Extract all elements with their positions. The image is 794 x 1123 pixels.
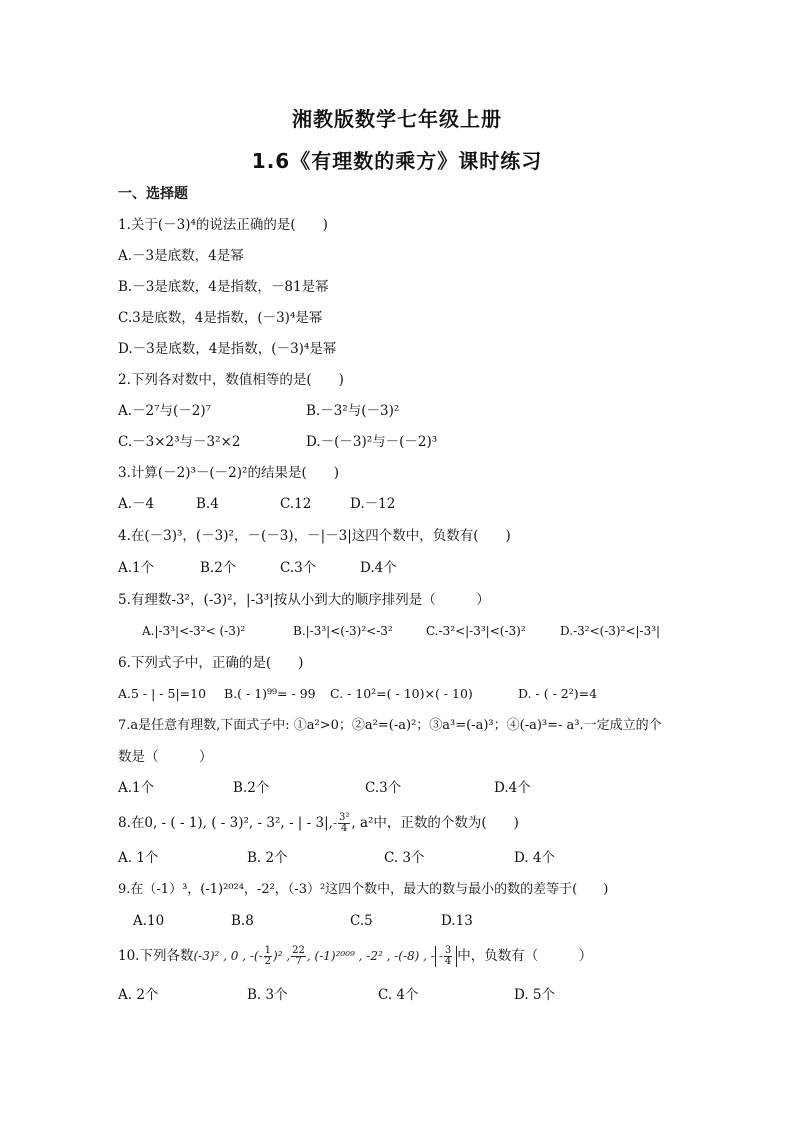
- question-9-option-b: B.8: [231, 913, 254, 929]
- question-1-option-c: C.3是底数，4是指数，(－3)⁴是幂: [118, 310, 323, 326]
- fraction-sign: -: [332, 816, 337, 830]
- question-6-option-c: C. - 10²=( - 10)×( - 10): [330, 686, 473, 701]
- number-list-part-3: , (-1)²⁰⁰⁹ , -2² , -(-8) , -: [306, 949, 435, 963]
- question-9-option-a: A.10: [133, 913, 165, 929]
- question-4-option-c: C.3个: [280, 560, 317, 576]
- question-10-option-c: C. 4个: [378, 987, 419, 1003]
- question-8-option-a: A. 1个: [118, 850, 159, 866]
- question-7-stem-line-1: 7.a是任意有理数,下面式子中: ①a²>0；②a²=(-a)²；③a³=(-a)³；④(-a)³=- a³.一定成立的个: [118, 718, 662, 733]
- question-8-option-b: B. 2个: [247, 850, 288, 866]
- lesson-title: 1.6《有理数的乘方》课时练习: [251, 149, 543, 173]
- question-4-option-d: D.4个: [360, 560, 397, 576]
- number-list-part-2: )² ,: [273, 949, 291, 963]
- question-3-option-d: D.－12: [350, 496, 396, 512]
- fraction-1-over-2: [264, 946, 272, 967]
- fraction-numerator: 1: [264, 945, 272, 956]
- question-9-stem: 9.在（-1）³，(-1)²⁰²⁴，-2²，（-3）²这四个数中，最大的数与最小的数的差等于( ): [118, 882, 609, 897]
- question-1-option-b: B.－3是底数，4是指数，－81是幂: [118, 279, 329, 295]
- question-5-option-b: B.|-3³|<(-3)²<-3²: [293, 624, 393, 638]
- question-3-stem: 3.计算(－2)³－(－2)²的结果是( ): [118, 465, 339, 481]
- question-6-option-a: A.5 - | - 5|=10: [118, 686, 207, 701]
- question-4-option-a: A.1个: [118, 560, 155, 576]
- fraction-sign: -: [438, 949, 443, 963]
- fraction-denominator: 4: [444, 956, 452, 967]
- question-5-option-d: D.-3²<(-3)²<|-3³|: [560, 624, 661, 638]
- fraction-3sq-over-4: [338, 813, 350, 834]
- document-title: 湘教版数学七年级上册: [292, 107, 502, 131]
- section-heading: 一、选择题: [118, 186, 188, 202]
- question-4-option-b: B.2个: [200, 560, 237, 576]
- question-1-option-d: D.－3是底数，4是指数，(－3)⁴是幂: [118, 341, 337, 357]
- fraction-numerator: 3: [444, 945, 452, 956]
- question-8-option-d: D. 4个: [514, 850, 556, 866]
- absolute-value: [435, 946, 457, 967]
- fraction-22-over-7: [291, 946, 306, 967]
- question-7-option-c: C.3个: [365, 780, 402, 796]
- question-2-stem: 2.下列各对数中，数值相等的是( ): [118, 372, 344, 388]
- question-8-stem-end: , a²中，正数的个数为( ): [351, 815, 519, 831]
- question-7-option-d: D.4个: [494, 780, 531, 796]
- question-2-option-c: C.－3×2³与－3²×2: [118, 434, 241, 450]
- question-1-stem: 1.关于(－3)⁴的说法正确的是( ): [118, 217, 328, 233]
- question-10-stem-end: 中，负数有（ ）: [457, 948, 593, 964]
- fraction-3-over-4: [444, 946, 452, 967]
- question-7-option-b: B.2个: [233, 780, 270, 796]
- fraction-numerator: 22: [292, 945, 305, 956]
- question-2-option-d: D.－(－3)²与－(－2)³: [306, 434, 438, 450]
- fraction-denominator: 7: [295, 956, 302, 967]
- question-10-option-d: D. 5个: [514, 987, 556, 1003]
- question-3-option-c: C.12: [280, 496, 312, 512]
- question-7-stem-line-2: 数是（ ）: [118, 749, 213, 765]
- fraction-denominator: 4: [341, 823, 348, 834]
- question-10-stem-start: 10.下列各数: [118, 948, 194, 964]
- question-8-option-c: C. 3个: [384, 850, 425, 866]
- question-5-option-a: A.|-3³|<-3²< (-3)²: [142, 624, 246, 638]
- question-7-option-a: A.1个: [118, 780, 155, 796]
- question-10-option-a: A. 2个: [118, 987, 159, 1003]
- question-2-option-a: A.－2⁷与(－2)⁷: [118, 403, 212, 419]
- question-3-option-a: A.－4: [118, 496, 155, 512]
- question-8-stem: [118, 813, 519, 834]
- question-5-option-c: C.-3²<|-3³|<(-3)²: [426, 624, 526, 638]
- question-6-stem: 6.下列式子中，正确的是( ): [118, 655, 304, 671]
- number-list-part-1: (-3)² , 0 , -(-: [193, 949, 263, 963]
- question-10-option-b: B. 3个: [247, 987, 288, 1003]
- question-3-option-b: B.4: [196, 496, 219, 512]
- question-10-stem: [118, 946, 592, 967]
- question-4-stem: 4.在(－3)³，(－3)²，－(－3)，－|－3|这四个数中，负数有( ): [118, 528, 511, 544]
- question-8-stem-start: 8.在0, - ( - 1), ( - 3)², - 3², - | - 3|,: [118, 815, 333, 831]
- question-1-option-a: A.－3是底数，4是幂: [118, 248, 244, 264]
- question-9-option-d: D.13: [441, 913, 473, 929]
- question-5-stem: 5.有理数-3²，(-3)²，|-3³|按从小到大的顺序排列是（ ）: [118, 592, 490, 608]
- fraction-numerator: 3²: [339, 812, 350, 823]
- fraction-denominator: 2: [264, 956, 272, 967]
- question-2-option-b: B.－3²与(－3)²: [306, 403, 400, 419]
- question-6-option-d: D. - ( - 2²)=4: [518, 686, 598, 701]
- question-6-option-b: B.( - 1)⁹⁹= - 99: [224, 686, 316, 701]
- question-9-option-c: C.5: [350, 913, 373, 929]
